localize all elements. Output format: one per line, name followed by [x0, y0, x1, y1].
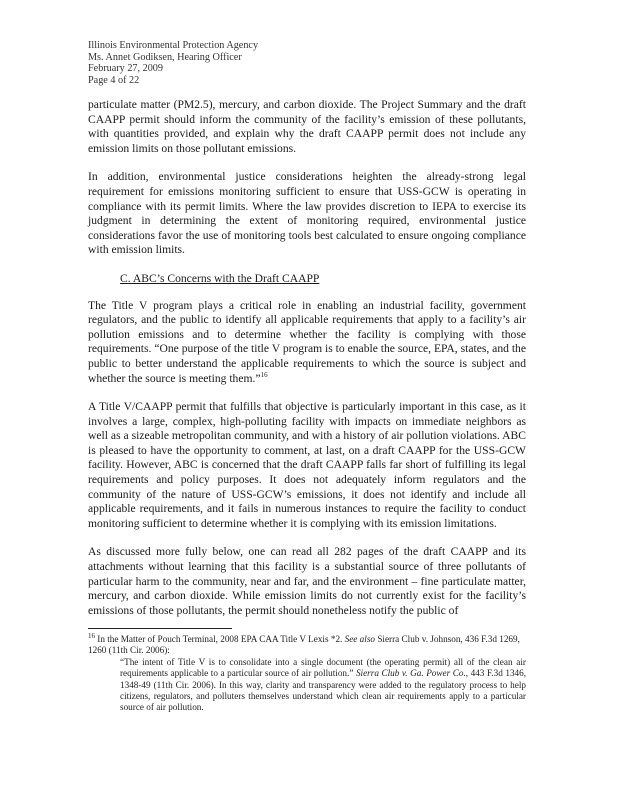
footnote-reference[interactable]: 16: [260, 370, 268, 379]
header-recipient: Ms. Annet Godiksen, Hearing Officer: [88, 51, 242, 63]
footnote-citation-primary: In the Matter of Pouch Terminal, 2008 EPA CAA Title V Lexis *2.: [97, 634, 343, 644]
paragraph-permit-concerns: A Title V/CAAPP permit that fulfills that objective is particularly important in this case, as it involves a large, complex, high-polluting facility with impacts on immediate neighbors as well as a sizeable metropolitan community, and with a history of air pollution violations. ABC is pleased to have the opportunity to comment, at last, on a draft CAAPP for the USS-GCW facility. However, ABC is concerned that the draft CAAPP falls far short of fulfilling its legal requirements and policy purposes. It does not adequately inform regulators and the community of the nature of USS-GCW’s emissions, it does not identify and include all applicable requirements, and it fails in numerous instances to require the facility to conduct monitoring sufficient to determine whether it is complying with its emission limitations.: [88, 400, 526, 530]
footnote-citation-secondary: Sierra Club v. Johnson, 436 F.3d 1269, 1260 (11th Cir. 2006):: [88, 634, 520, 656]
footnote-quote-continuation: , 443 F.3d 1346, 1348-49 (11th Cir. 2006). In this way, clarity and transparency were added to the regulatory process to help citizens, regulators, and polluters themselves understand which clean air requirements apply to a particular source of air pollution.: [120, 668, 527, 713]
paragraph-environmental-justice: In addition, environmental justice considerations heighten the already-strong legal requirement for emissions monitoring sufficient to ensure that USS-GCW is operating in compliance with its permit limits. Where the law provides discretion to IEPA to exercise its judgment in determining the extent of monitoring required, environmental justice considerations favor the use of monitoring tools best calculated to ensure ongoing compliance with emission limits.: [88, 170, 526, 257]
letter-header: [88, 40, 258, 86]
footnote-quote-text: “The intent of Title V is to consolidate into a single document (the operating permit) all of the clean air requirements applicable to a particular source of air pollution.”: [120, 656, 526, 679]
footnote-see-also: See also: [344, 634, 376, 644]
paragraph-title-v-program: [88, 299, 526, 387]
paragraph-pollutants: As discussed more fully below, one can read all 282 pages of the draft CAAPP and its attachments without learning that this facility is a substantial source of three pollutants of particular harm to the community, near and far, and the environment – fine particulate matter, mercury, and carbon dioxide. While emission limits do not currently exist for the facility’s emissions of those pollutants, the permit should nonetheless notify the public of: [88, 545, 526, 617]
footnote-number: 16: [88, 631, 95, 640]
footnote-divider: [88, 628, 232, 629]
header-page-number: Page 4 of 22: [88, 74, 140, 86]
footnote-citation: [88, 631, 526, 657]
header-date: February 27, 2009: [88, 63, 163, 75]
header-agency: Illinois Environmental Protection Agency: [88, 40, 259, 51]
paragraph-emissions-disclosure: particulate matter (PM2.5), mercury, and carbon dioxide. The Project Summary and the draft CAAPP permit should inform the community of the facility’s emission of these pollutants, with quantities provided, and explain why the draft CAAPP permit does not include any emission limits on those pollutant emissions.: [88, 98, 526, 155]
footnote-quote: [120, 657, 526, 714]
body-text: [88, 98, 526, 632]
paragraph-title-v-text: The Title V program plays a critical role in enabling an industrial facility, government regulators, and the public to identify all applicable requirements that apply to a facility’s air pollution emissions and to determine whether the facility is complying with those requirements. “One purpose of the title V program is to enable the source, EPA, states, and the public to better understand the applicable requirements to which the source is subject and whether the source is meeting them.”: [88, 298, 526, 385]
section-heading: C. ABC’s Concerns with the Draft CAAPP: [120, 271, 320, 285]
footnote-quote-case: Sierra Club v. Ga. Power Co.: [355, 668, 466, 679]
footnote: [88, 631, 527, 714]
